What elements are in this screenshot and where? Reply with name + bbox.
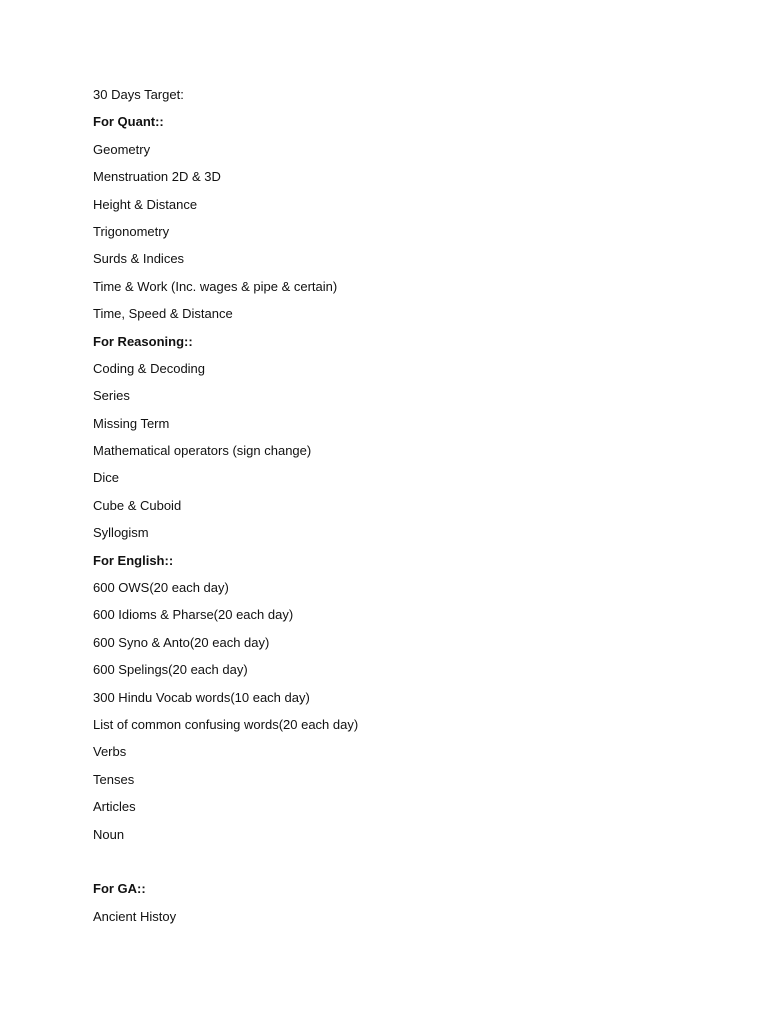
- list-item: Tenses: [93, 771, 135, 787]
- list-item: Time & Work (Inc. wages & pipe & certain): [93, 278, 338, 294]
- list-item: Series: [93, 388, 130, 404]
- list-item: Surds & Indices: [93, 251, 185, 267]
- list-item: Cube & Cuboid: [93, 497, 182, 513]
- list-item: Coding & Decoding: [93, 360, 206, 376]
- list-item: Mathematical operators (sign change): [93, 443, 312, 459]
- section-heading-quant: For Quant::: [93, 114, 164, 130]
- section-heading-english: For English::: [93, 552, 174, 568]
- list-item: Height & Distance: [93, 196, 198, 212]
- list-item: 600 Idioms & Pharse(20 each day): [93, 607, 294, 623]
- list-item: Trigonometry: [93, 223, 170, 239]
- document-title: 30 Days Target:: [93, 87, 184, 102]
- section-heading-reasoning: For Reasoning::: [93, 333, 193, 349]
- list-item: Menstruation 2D & 3D: [93, 169, 221, 185]
- blank-line: [93, 854, 733, 881]
- list-item: 600 Syno & Anto(20 each day): [93, 634, 270, 650]
- list-item: 600 Spelings(20 each day): [93, 662, 248, 678]
- list-item: 600 OWS(20 each day): [93, 580, 229, 596]
- section-heading-ga: For GA::: [93, 881, 146, 897]
- document-body: [93, 87, 733, 936]
- list-item: Ancient Histoy: [93, 908, 177, 924]
- list-item: Noun: [93, 826, 125, 842]
- list-item: Articles: [93, 799, 136, 815]
- list-item: Dice: [93, 470, 120, 486]
- list-item: Verbs: [93, 744, 127, 760]
- list-item: 300 Hindu Vocab words(10 each day): [93, 689, 310, 705]
- list-item: List of common confusing words(20 each day): [93, 716, 359, 732]
- list-item: Geometry: [93, 141, 151, 157]
- list-item: Missing Term: [93, 415, 170, 431]
- list-item: Syllogism: [93, 525, 149, 541]
- list-item: Time, Speed & Distance: [93, 306, 233, 322]
